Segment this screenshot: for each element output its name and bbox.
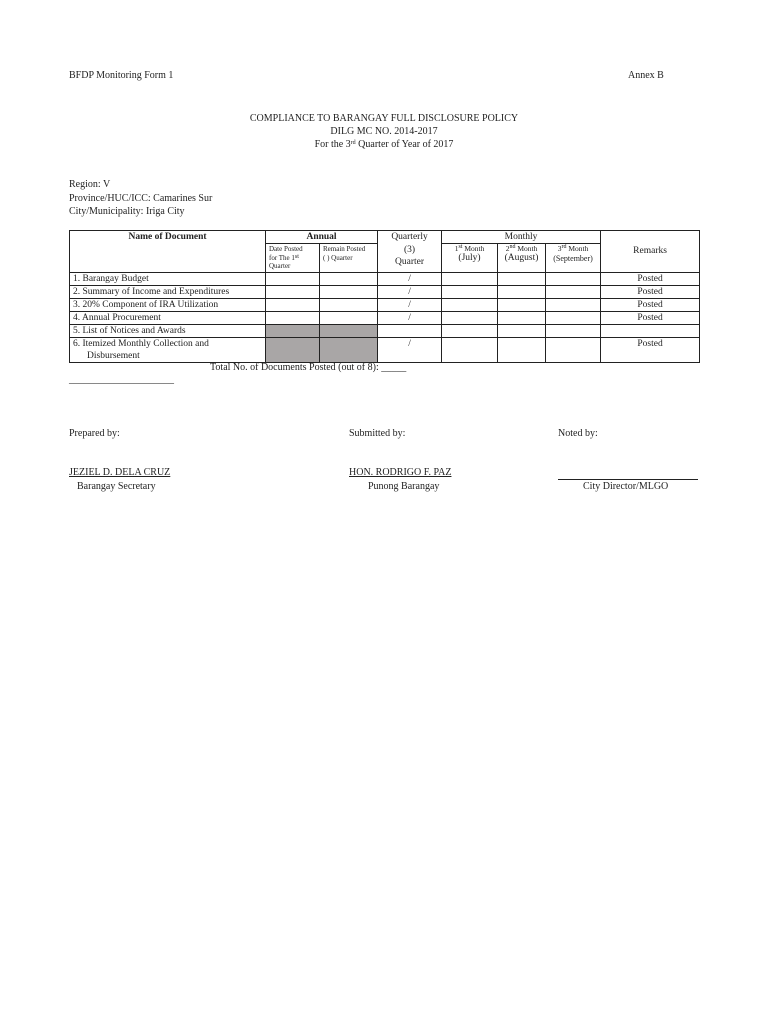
header-remarks: Remarks xyxy=(601,231,700,273)
row-quarterly-mark: / xyxy=(378,311,442,324)
row-quarterly-mark: / xyxy=(378,298,442,311)
noted-by-title: City Director/MLGO xyxy=(583,481,669,492)
row-quarterly-mark: / xyxy=(378,337,442,362)
header-month-3: 3rd Month (September) xyxy=(546,244,601,273)
shaded-cell xyxy=(320,324,378,337)
row-remarks xyxy=(601,324,700,337)
shaded-cell xyxy=(266,337,320,362)
row-remarks: Posted xyxy=(601,337,700,362)
row-remarks: Posted xyxy=(601,311,700,324)
row-document-name: 4. Annual Procurement xyxy=(70,311,266,324)
document-title xyxy=(0,112,768,151)
table-row xyxy=(70,311,700,324)
submitted-by-title: Punong Barangay xyxy=(368,481,440,492)
prepared-by-title: Barangay Secretary xyxy=(77,481,156,492)
header-name-of-document: Name of Document xyxy=(70,231,266,273)
total-documents-text: Total No. of Documents Posted (out of 8): _____ xyxy=(210,362,407,373)
province-text: Province/HUC/ICC: Camarines Sur xyxy=(69,192,213,204)
title-line-1: COMPLIANCE TO BARANGAY FULL DISCLOSURE POLICY xyxy=(249,113,519,124)
annex-label: Annex B xyxy=(628,70,664,81)
row-document-name: 5. List of Notices and Awards xyxy=(70,324,266,337)
row-remarks: Posted xyxy=(601,298,700,311)
row-quarterly-mark: / xyxy=(378,285,442,298)
compliance-table xyxy=(69,230,700,363)
row-document-name: 3. 20% Component of IRA Utilization xyxy=(70,298,266,311)
header-date-posted: Date Posted for The 1st Quarter xyxy=(266,244,320,273)
prepared-by-name: JEZIEL D. DELA CRUZ xyxy=(69,467,171,478)
table-row xyxy=(70,298,700,311)
shaded-cell xyxy=(266,324,320,337)
shaded-cell xyxy=(320,337,378,362)
row-document-name: 1. Barangay Budget xyxy=(70,272,266,285)
noted-by-label: Noted by: xyxy=(558,428,598,439)
table-row xyxy=(70,272,700,285)
prepared-by-label: Prepared by: xyxy=(69,428,120,439)
region-text: Region: V xyxy=(69,179,111,190)
row-document-name: 2. Summary of Income and Expenditures xyxy=(70,285,266,298)
header-monthly: Monthly xyxy=(442,231,601,244)
submitted-by-name: HON. RODRIGO F. PAZ xyxy=(349,467,452,478)
title-line-3: For the 3rd Quarter of Year of 2017 xyxy=(314,139,454,150)
header-quarterly: Quarterly (3) Quarter xyxy=(378,231,442,273)
row-remarks: Posted xyxy=(601,272,700,285)
header-month-2: 2nd Month (August) xyxy=(498,244,546,273)
table-row xyxy=(70,337,700,362)
table-row xyxy=(70,324,700,337)
title-line-2: DILG MC NO. 2014-2017 xyxy=(330,126,438,137)
noted-by-signature-line xyxy=(558,479,698,480)
row-quarterly-mark: / xyxy=(378,272,442,285)
row-remarks: Posted xyxy=(601,285,700,298)
row-quarterly-mark xyxy=(378,324,442,337)
header-month-1: 1st Month (July) xyxy=(442,244,498,273)
submitted-by-label: Submitted by: xyxy=(349,428,406,439)
location-block xyxy=(69,178,212,219)
city-text: City/Municipality: Iriga City xyxy=(69,206,185,217)
header-annual: Annual xyxy=(266,231,378,244)
form-label: BFDP Monitoring Form 1 xyxy=(69,70,174,81)
row-document-name: 6. Itemized Monthly Collection and Disbursement xyxy=(70,337,266,362)
blank-underline: _____________________ xyxy=(69,374,174,385)
header-remain-posted: Remain Posted ( ) Quarter xyxy=(320,244,378,273)
table-row xyxy=(70,285,700,298)
